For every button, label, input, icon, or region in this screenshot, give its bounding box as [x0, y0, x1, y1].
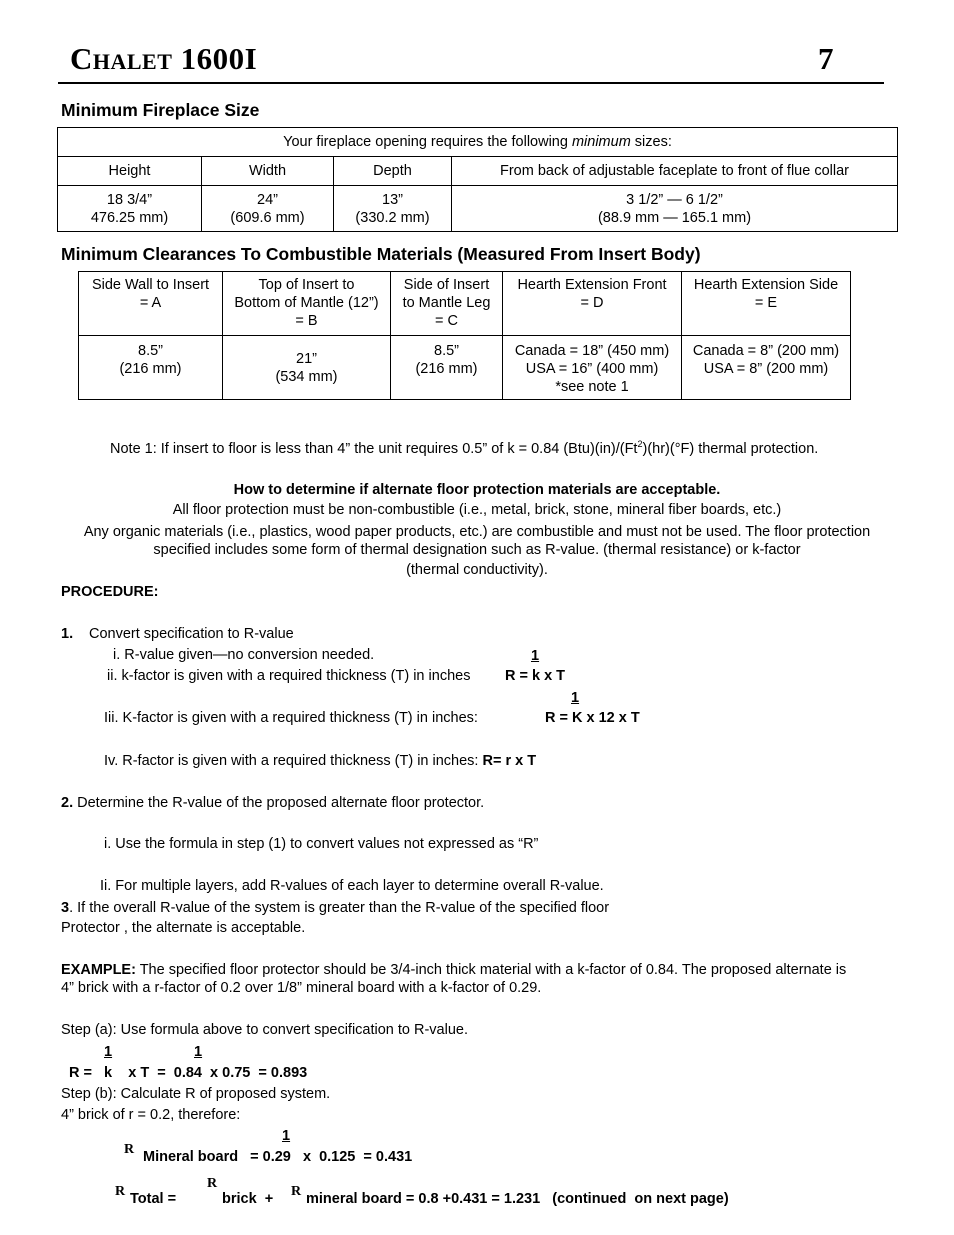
table-cell: 8.5” (216 mm): [79, 336, 223, 400]
fireplace-size-table: [57, 127, 898, 232]
r-symbol: R: [207, 1176, 218, 1191]
intro-emphasis: minimum: [571, 134, 631, 150]
step-text: Convert specification to R-value: [89, 626, 294, 642]
table-cell: 21” (534 mm): [223, 336, 391, 400]
brick-line: 4” brick of r = 0.2, therefore:: [61, 1107, 241, 1123]
formula: R = k x T = 0.84 x 0.75 = 0.893: [69, 1065, 308, 1081]
formula: R = k x T: [505, 668, 566, 684]
r-symbol: R: [124, 1142, 135, 1157]
intro-text: Your fireplace opening requires the following: [283, 134, 572, 150]
step-item: ii. k-factor is given with a required thickness (T) in inches: [107, 668, 471, 684]
floor-protection-text: All floor protection must be non-combustible (i.e., metal, brick, stone, mineral fiber boards, etc.): [172, 502, 782, 518]
table-cell: 8.5” (216 mm): [391, 336, 503, 400]
r-symbol: R: [291, 1184, 302, 1199]
clearances-heading: Minimum Clearances To Combustible Materials (Measured From Insert Body): [61, 244, 701, 264]
step-item: Iv. R-factor is given with a required thickness (T) in inches: R= r x T: [104, 753, 537, 769]
table-cell: 24” (609.6 mm): [202, 186, 334, 232]
document-title: Chalet 1600I: [70, 41, 258, 76]
column-header: Top of Insert to Bottom of Mantle (12”) = B: [223, 272, 391, 336]
formula-numerator: 1: [282, 1128, 291, 1144]
formula: Total =: [130, 1191, 181, 1207]
floor-protection-text: specified includes some form of thermal designation such as R-value. (thermal resistance) or k-factor: [153, 542, 801, 558]
column-header: Side Wall to Insert = A: [79, 272, 223, 336]
fireplace-size-heading: Minimum Fireplace Size: [61, 100, 260, 120]
column-header: Height: [58, 157, 202, 186]
step-item: i. R-value given—no conversion needed.: [113, 647, 375, 663]
formula: R = K x 12 x T: [545, 710, 640, 726]
example-text: 4” brick with a r-factor of 0.2 over 1/8” mineral board with a k-factor of 0.29.: [61, 980, 542, 996]
formula-numerator: 1: [194, 1044, 203, 1060]
table-cell: Canada = 8” (200 mm) USA = 8” (200 mm): [682, 336, 851, 400]
formula-numerator: 1: [104, 1044, 113, 1060]
header-rule: [58, 82, 884, 84]
formula: brick +: [222, 1191, 278, 1207]
page-number: 7: [818, 41, 834, 76]
formula: mineral board = 0.8 +0.431 = 1.231 (continued on next page): [306, 1191, 729, 1207]
step-number: 1.: [61, 626, 74, 642]
step-3: 3. If the overall R-value of the system is greater than the R-value of the specified floor: [61, 900, 610, 916]
fireplace-intro-cell: [58, 128, 898, 157]
step-2: 2. Determine the R-value of the proposed alternate floor protector.: [61, 795, 485, 811]
column-header: Hearth Extension Front = D: [503, 272, 682, 336]
floor-protection-heading: How to determine if alternate floor protection materials are acceptable.: [233, 482, 721, 498]
step-b: Step (b): Calculate R of proposed system.: [61, 1086, 331, 1102]
example-text: EXAMPLE: The specified floor protector should be 3/4-inch thick material with a k-factor of 0.84. The proposed alternate is: [61, 962, 847, 978]
step-a: Step (a): Use formula above to convert specification to R-value.: [61, 1022, 468, 1038]
formula-numerator: 1: [571, 690, 580, 706]
step-item: i. Use the formula in step (1) to convert values not expressed as “R”: [104, 836, 539, 852]
r-symbol: R: [115, 1184, 126, 1199]
formula: Mineral board = 0.29 x 0.125 = 0.431: [143, 1149, 413, 1165]
column-header: Hearth Extension Side = E: [682, 272, 851, 336]
floor-protection-text: Any organic materials (i.e., plastics, wood paper products, etc.) are combustible and must not be used. The floor protection: [83, 524, 871, 540]
table-cell: 18 3/4” 476.25 mm): [58, 186, 202, 232]
column-header: From back of adjustable faceplate to front of flue collar: [452, 157, 898, 186]
step-item: Iii. K-factor is given with a required thickness (T) in inches:: [104, 710, 478, 726]
intro-text-end: sizes:: [630, 134, 672, 150]
formula-numerator: 1: [531, 648, 540, 664]
step-item: Ii. For multiple layers, add R-values of each layer to determine overall R-value.: [100, 878, 604, 894]
floor-protection-text: (thermal conductivity).: [406, 562, 548, 578]
table-cell: 3 1/2” — 6 1/2” (88.9 mm — 165.1 mm): [452, 186, 898, 232]
note-1: Note 1: If insert to floor is less than 4” the unit requires 0.5” of k = 0.84 (Btu)(in)/(Ft$^2$)(hr)(°F) thermal protection.: [110, 439, 819, 457]
column-header: Width: [202, 157, 334, 186]
step-3-cont: Protector , the alternate is acceptable.: [61, 920, 306, 936]
table-cell: 13” (330.2 mm): [334, 186, 452, 232]
clearances-table: [78, 271, 851, 400]
procedure-heading: PROCEDURE:: [61, 584, 159, 600]
column-header: Depth: [334, 157, 452, 186]
column-header: Side of Insert to Mantle Leg = C: [391, 272, 503, 336]
table-cell: Canada = 18” (450 mm) USA = 16” (400 mm) *see note 1: [503, 336, 682, 400]
